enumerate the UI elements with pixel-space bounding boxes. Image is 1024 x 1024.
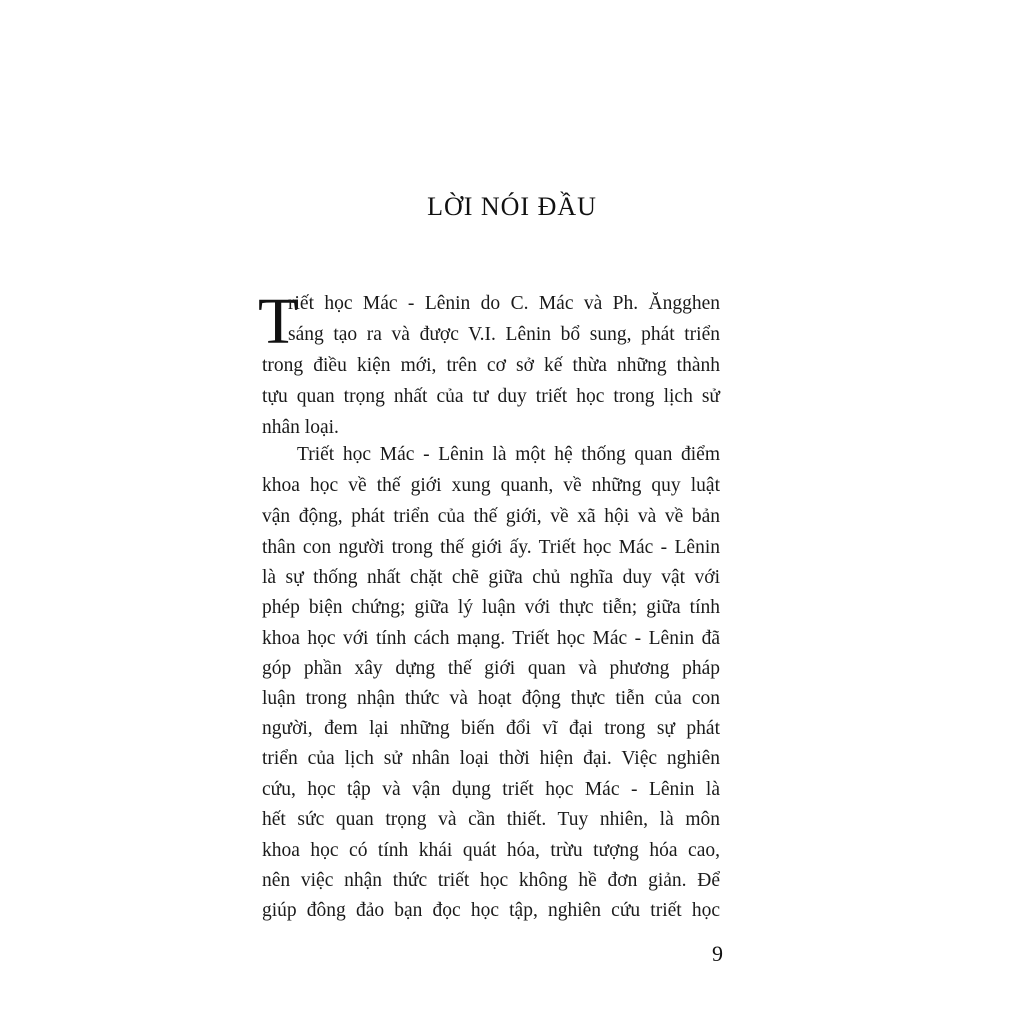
text-line-10: là sự thống nhất chặt chẽ giữa chủ nghĩa duy vật với	[262, 567, 720, 588]
text-line-4: tựu quan trọng nhất của tư duy triết học trong lịch sử	[262, 386, 720, 407]
text-line-8: vận động, phát triển của thế giới, về xã hội và về bản	[262, 506, 720, 527]
text-line-7: khoa học về thế giới xung quanh, về những quy luật	[262, 475, 720, 496]
text-line-2: sáng tạo ra và được V.I. Lênin bổ sung, phát triển	[288, 324, 720, 345]
text-line-9: thân con người trong thế giới ấy. Triết học Mác - Lênin	[262, 537, 720, 558]
text-line-14: luận trong nhận thức và hoạt động thực tiễn của con	[262, 688, 720, 709]
text-line-18: hết sức quan trọng và cần thiết. Tuy nhiên, là môn	[262, 809, 720, 830]
page-number: 9	[712, 941, 723, 966]
text-line-17: cứu, học tập và vận dụng triết học Mác - Lênin là	[262, 779, 720, 800]
text-line-13: góp phần xây dựng thế giới quan và phương pháp	[262, 658, 720, 679]
text-line-5: nhân loại.	[262, 417, 339, 438]
drop-cap: T	[258, 285, 299, 358]
text-line-3: trong điều kiện mới, trên cơ sở kế thừa những thành	[262, 355, 720, 376]
text-line-11: phép biện chứng; giữa lý luận với thực tiễn; giữa tính	[262, 597, 720, 618]
chapter-title: LỜI NÓI ĐẦU	[427, 192, 597, 221]
text-line-1: riết học Mác - Lênin do C. Mác và Ph. Ăngghen	[288, 293, 720, 314]
text-line-20: nên việc nhận thức triết học không hề đơn giản. Để	[262, 870, 720, 891]
text-line-12: khoa học với tính cách mạng. Triết học Mác - Lênin đã	[262, 628, 720, 649]
text-line-19: khoa học có tính khái quát hóa, trừu tượng hóa cao,	[262, 840, 720, 861]
text-line-15: người, đem lại những biến đổi vĩ đại trong sự phát	[262, 718, 720, 739]
text-line-16: triển của lịch sử nhân loại thời hiện đại. Việc nghiên	[262, 748, 720, 769]
text-line-21: giúp đông đảo bạn đọc học tập, nghiên cứu triết học	[262, 900, 720, 921]
text-line-6: Triết học Mác - Lênin là một hệ thống quan điểm	[297, 444, 720, 465]
